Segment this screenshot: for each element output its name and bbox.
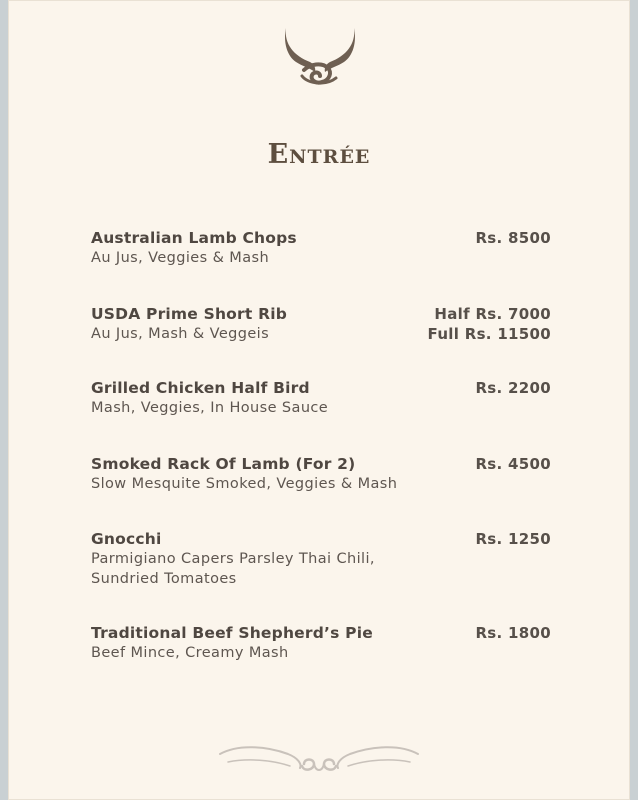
item-price [428, 304, 551, 344]
item-price [475, 228, 551, 248]
menu-item [91, 529, 551, 589]
menu-item [91, 378, 551, 418]
item-description: Parmigiano Capers Parsley Thai Chili, Sundried Tomatoes [91, 551, 375, 587]
item-name: Australian Lamb Chops [91, 229, 297, 247]
price-line-half: Half Rs. 7000 [434, 305, 551, 323]
item-description: Au Jus, Veggies & Mash [91, 250, 270, 266]
menu-page [8, 0, 630, 800]
price-line-full: Full Rs. 11500 [427, 325, 551, 343]
item-description: Au Jus, Mash & Veggeis [91, 326, 270, 342]
item-price [475, 529, 551, 549]
menu-item [91, 228, 551, 268]
flourish-divider-icon [218, 738, 420, 782]
item-name: USDA Prime Short Rib [91, 305, 288, 323]
item-name: Traditional Beef Shepherd’s Pie [91, 624, 373, 642]
menu-item [91, 623, 551, 663]
price-line: Rs. 2200 [475, 379, 551, 397]
item-price [475, 623, 551, 643]
price-line: Rs. 4500 [475, 455, 551, 473]
menu-item [91, 454, 551, 494]
item-price [475, 454, 551, 474]
item-name: Grilled Chicken Half Bird [91, 379, 310, 397]
item-name: Smoked Rack Of Lamb (For 2) [91, 455, 356, 473]
item-description: Beef Mince, Creamy Mash [91, 645, 289, 661]
page-title: Entrée [267, 139, 371, 170]
price-line: Rs. 1800 [475, 624, 551, 642]
price-line: Rs. 8500 [475, 229, 551, 247]
price-line: Rs. 1250 [475, 530, 551, 548]
menu-item [91, 304, 551, 344]
menu-list [91, 228, 551, 697]
item-name: Gnocchi [91, 530, 162, 548]
item-description: Slow Mesquite Smoked, Veggies & Mash [91, 476, 398, 492]
item-description: Mash, Veggies, In House Sauce [91, 400, 329, 416]
item-price [475, 378, 551, 398]
bull-horns-logo-icon [282, 24, 358, 88]
